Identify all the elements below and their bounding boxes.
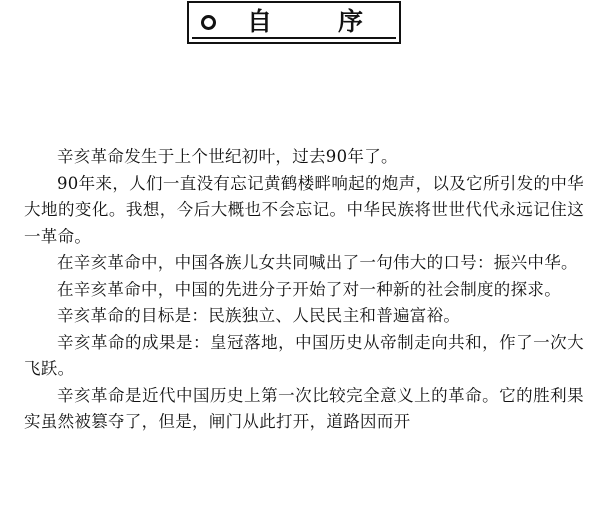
title-banner [187, 1, 401, 44]
circle-ornament-icon [201, 15, 216, 30]
paragraph: 辛亥革命的目标是：民族独立、人民民主和普遍富裕。 [57, 306, 461, 325]
paragraph: 辛亥革命是近代中国历史上第一次比较完全意义上的革命。它的胜利果实虽然被篡夺了，但是，闸门从此打开，道路因而开 [24, 385, 584, 431]
paragraph: 辛亥革命的成果是：皇冠落地，中国历史从帝制走向共和，作了一次大飞跃。 [24, 332, 584, 378]
paragraph: 在辛亥革命中，中国的先进分子开始了对一种新的社会制度的探求。 [57, 279, 561, 299]
title-underline [192, 37, 396, 39]
paragraph: 在辛亥革命中，中国各族儿女共同喊出了一句伟大的口号：振兴中华。 [57, 253, 578, 272]
paragraph: 90年来，人们一直没有忘记黄鹤楼畔响起的炮声，以及它所引发的中华大地的变化。我想，今后大概也不会忘记。中华民族将世世代代永远记住这一革命。 [24, 173, 584, 246]
preface-body [24, 144, 584, 436]
title-char-zi: 自 [247, 7, 273, 36]
paragraph: 辛亥革命发生于上个世纪初叶，过去90年了。 [57, 147, 398, 166]
title-char-xu: 序 [338, 7, 364, 36]
